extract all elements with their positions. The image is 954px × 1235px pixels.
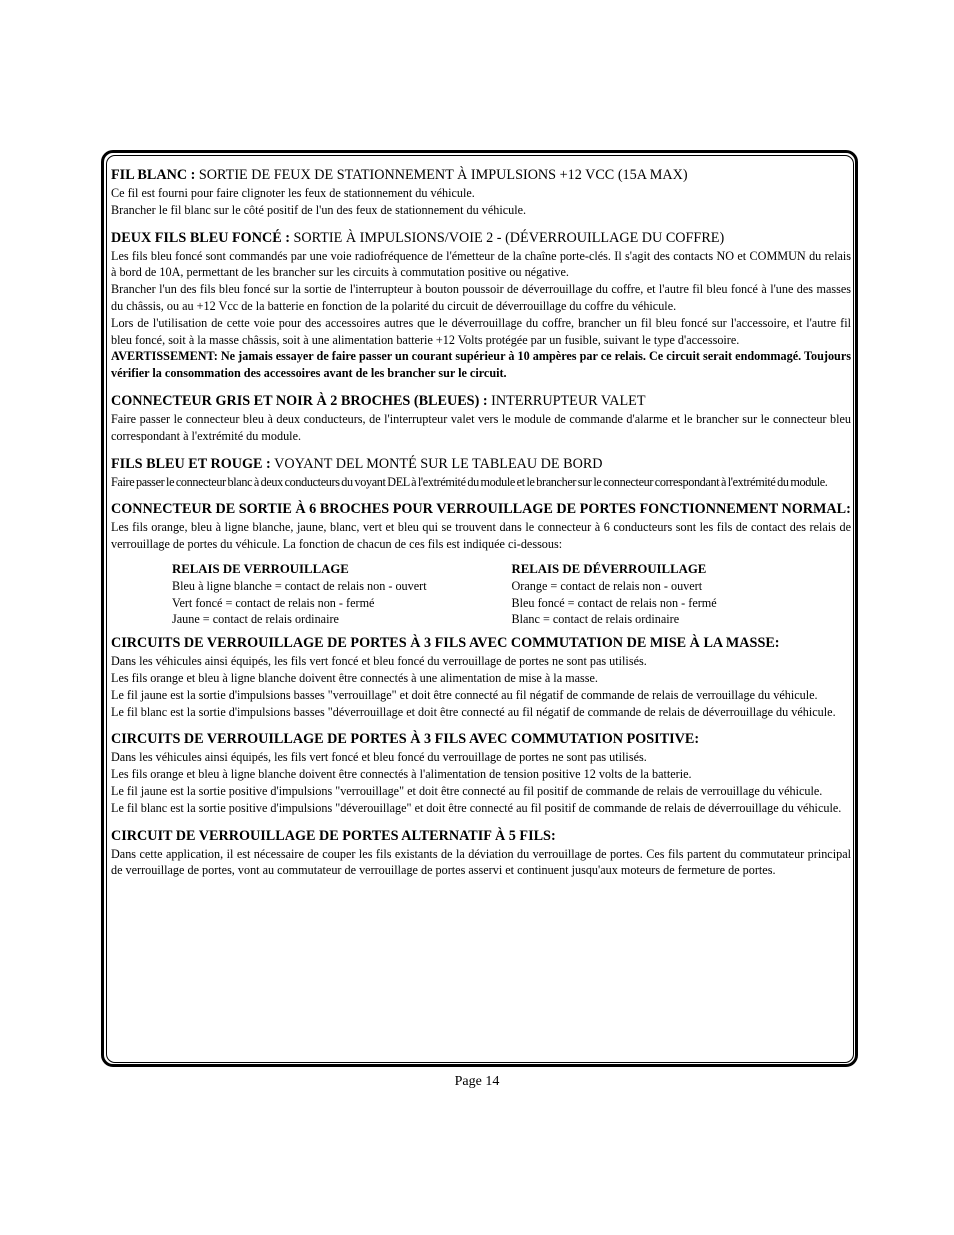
heading-label: CONNECTEUR GRIS ET NOIR À 2 BROCHES (BLEUES) : — [111, 392, 488, 409]
section-3wire-positive — [111, 730, 851, 816]
heading-label: DEUX FILS BLEU FONCÉ : — [111, 229, 290, 246]
paragraph: Brancher l'un des fils bleu foncé sur la sortie de l'interrupteur à bouton poussoir de déverrouillage du coffre, et l'autre fil bleu foncé à l'une des masses du châssis, ou au +12 Vcc de la batterie en fonction de la polarité du circuit de déverrouillage du coffre du véhicule. — [111, 282, 851, 313]
paragraph: Les fils orange et bleu à ligne blanche doivent être connectés à l'alimentation de tension positive 12 volts de la batterie. — [111, 767, 692, 782]
paragraph: Brancher le fil blanc sur le côté positif de l'un des feux de stationnement du véhicule. — [111, 202, 527, 217]
section-heading — [111, 455, 851, 474]
relay-item: Bleu foncé = contact de relais non - fermé — [511, 595, 717, 610]
relay-columns — [111, 561, 851, 628]
paragraph: Dans les véhicules ainsi équipés, les fils vert foncé et bleu foncé du verrouillage de portes ne sont pas utilisés. — [111, 750, 647, 765]
section-heading — [111, 229, 851, 248]
section-dark-blue-wires — [111, 229, 851, 382]
section-heading — [111, 166, 851, 185]
section-heading: CIRCUITS DE VERROUILLAGE DE PORTES À 3 FILS AVEC COMMUTATION POSITIVE: — [111, 731, 700, 748]
section-3wire-ground — [111, 634, 851, 720]
lock-relay-column — [172, 561, 512, 628]
heading-text: SORTIE DE FEUX DE STATIONNEMENT À IMPULSIONS +12 VCC (15A MAX) — [195, 167, 688, 183]
heading-text: INTERRUPTEUR VALET — [487, 392, 646, 409]
heading-label: FIL BLANC : — [111, 167, 196, 183]
paragraph: Le fil blanc est la sortie d'impulsions basses "déverrouillage et doit être connecté au fil négatif de commande de relais de déverrouillage du véhicule. — [111, 704, 836, 719]
section-white-wire — [111, 166, 851, 219]
warning-text: AVERTISSEMENT: Ne jamais essayer de faire passer un courant supérieur à 10 ampères par ce relais. Ce circuit serait endommagé. Toujours vérifier la consommation des accessoires avant de les brancher sur le circuit. — [111, 349, 851, 381]
relay-item: Blanc = contact de relais ordinaire — [511, 612, 680, 627]
relay-item: Jaune = contact de relais ordinaire — [172, 612, 339, 627]
paragraph: Faire passer le connecteur blanc à deux conducteurs du voyant DEL à l'extrémité du module et le brancher sur le connecteur correspondant à l'extrémité du module. — [111, 474, 828, 489]
section-heading — [111, 392, 851, 411]
relay-item: Bleu à ligne blanche = contact de relais non - ouvert — [172, 578, 427, 593]
paragraph: Les fils orange, bleu à ligne blanche, jaune, blanc, vert et bleu qui se trouvent dans le connecteur à 6 conducteurs sont les fils de contact des relais de verrouillage de portes du véhicule. La fonction de chacun de ces fils est indiquée ci-dessous: — [111, 520, 851, 552]
document-body — [111, 166, 851, 889]
heading-text: SORTIE À IMPULSIONS/VOIE 2 - (DÉVERROUILLAGE DU COFFRE) — [289, 229, 725, 246]
paragraph: Ce fil est fourni pour faire clignoter les feux de stationnement du véhicule. — [111, 186, 475, 200]
section-heading: CONNECTEUR DE SORTIE À 6 BROCHES POUR VERROUILLAGE DE PORTES FONCTIONNEMENT NORMAL: — [111, 501, 851, 518]
paragraph: Le fil jaune est la sortie d'impulsions basses "verrouillage" et doit être connecté au fil négatif de commande de relais de verrouillage du véhicule. — [111, 687, 818, 702]
paragraph: Dans les véhicules ainsi équipés, les fils vert foncé et bleu foncé du verrouillage de portes ne sont pas utilisés. — [111, 654, 647, 669]
paragraph: Faire passer le connecteur bleu à deux conducteurs, de l'interrupteur valet vers le module de commande d'alarme et le brancher sur le connecteur bleu correspondant à l'extrémité du module. — [111, 411, 851, 443]
relay-item: Vert foncé = contact de relais non - fermé — [172, 595, 375, 610]
column-title: RELAIS DE VERROUILLAGE — [172, 561, 349, 576]
unlock-relay-column — [512, 561, 852, 628]
section-heading: CIRCUITS DE VERROUILLAGE DE PORTES À 3 FILS AVEC COMMUTATION DE MISE À LA MASSE: — [111, 635, 780, 652]
paragraph: Les fils bleu foncé sont commandés par une voie radiofréquence de l'émetteur de la chaîne porte-clés. Il s'agit des contacts NO et COMMUN du relais à bord de 10A, permettant de les brancher sur les circuits à commutation positive ou négative. — [111, 248, 851, 280]
section-6pin-connector — [111, 500, 851, 628]
heading-text: VOYANT DEL MONTÉ SUR LE TABLEAU DE BORD — [270, 455, 603, 472]
paragraph: Les fils orange et bleu à ligne blanche doivent être connectés à une alimentation de mise à la masse. — [111, 670, 598, 685]
paragraph: Lors de l'utilisation de cette voie pour des accessoires autres que le déverrouillage du coffre, brancher un fil bleu foncé sur l'accessoire, et l'autre fil bleu foncé, soit à la masse châssis, soit à une alimentation batterie +12 Volts protégée par un fusible, suivant le type d'accessoire. — [111, 315, 851, 347]
section-heading: CIRCUIT DE VERROUILLAGE DE PORTES ALTERNATIF À 5 FILS: — [111, 827, 556, 844]
section-5wire-alternative — [111, 827, 851, 880]
paragraph: Dans cette application, il est nécessaire de couper les fils existants de la déviation du verrouillage de portes. Ces fils partent du commutateur principal de verrouillage de portes, vont au commutateur de verrouillage de portes asservi et continuent jusqu'aux moteurs de fermeture de portes. — [111, 846, 851, 878]
column-title: RELAIS DE DÉVERROUILLAGE — [511, 561, 707, 576]
heading-label: FILS BLEU ET ROUGE : — [111, 455, 271, 472]
paragraph: Le fil blanc est la sortie positive d'impulsions "déverouillage" et doit être connecté au fil positif de commande de relais de déverrouillage du véhicule. — [111, 800, 842, 815]
paragraph: Le fil jaune est la sortie positive d'impulsions "verrouillage" et doit être connecté au fil positif de commande de relais de verrouillage du véhicule. — [111, 783, 823, 798]
relay-item: Orange = contact de relais non - ouvert — [511, 578, 703, 593]
section-valet-connector — [111, 392, 851, 445]
page-number: Page 14 — [454, 1074, 500, 1089]
section-led-wires — [111, 455, 851, 491]
